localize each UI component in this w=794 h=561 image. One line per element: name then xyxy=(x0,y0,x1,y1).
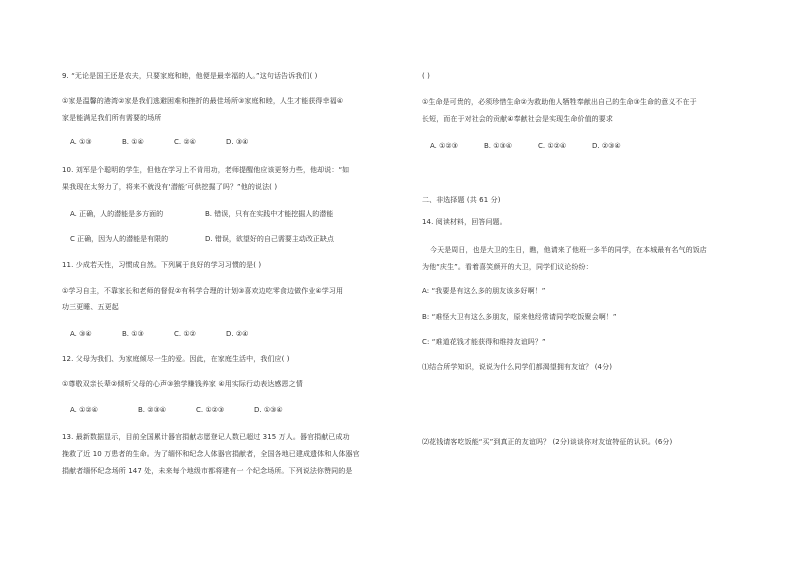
q12-stem: 12. 父母为我们、为家庭倾尽一生的爱。因此，在家庭生活中，我们应( ) xyxy=(62,355,290,363)
q13-line3: 捐献者缅怀纪念场所 147 处，未来每个地级市都将建有一 个纪念场所。下列说法你赞同的是 xyxy=(62,467,353,475)
q9-option-c[interactable]: C. ②④ xyxy=(174,138,196,146)
q11-statements-line1: ①学习自主，不靠家长和老师的督促②有科学合理的计划③喜欢边吃零食边做作业④学习用 xyxy=(62,287,344,295)
q14-material-line1: 今天是周日，也是大卫的生日，瞧，他请来了他班一多半的同学，在本城最有名气的饭店 xyxy=(430,246,707,254)
section-heading-nonchoice: 二、非选择题 (共 61 分) xyxy=(422,196,501,204)
q14-subquestion-1: ⑴结合所学知识，说说为什么同学们都渴望拥有友谊？ (4分) xyxy=(422,363,613,371)
q9-stem: 9. “无论是国王还是农夫，只要家庭和睦，他便是最幸福的人。”这句话告诉我们( ) xyxy=(62,72,318,80)
q10-stem-line1: 10. 刘军是个聪明的学生，但他在学习上不肯用功，老师提醒他应该更努力些，他却说：“如 xyxy=(62,166,350,174)
q9-option-d[interactable]: D. ③④ xyxy=(226,138,249,146)
q10-option-d[interactable]: D. 错误，欲望好的自己需要主动改正缺点 xyxy=(205,235,334,243)
q13-option-c[interactable]: C. ①②④ xyxy=(538,142,567,150)
q10-option-c[interactable]: C 正确，因为人的潜能是有限的 xyxy=(70,235,169,243)
q13-option-d[interactable]: D. ②③④ xyxy=(592,142,621,150)
q11-option-c[interactable]: C. ①② xyxy=(174,330,196,338)
q14-subquestion-2: ⑵花钱请客吃饭能“买”到真正的友谊吗？ (2分)谈谈你对友谊特征的认识。(6分) xyxy=(422,438,673,446)
q13-statements-line2: 长短，而在于对社会的贡献④奉献社会是实现生命价值的要求 xyxy=(422,115,613,123)
q12-option-a[interactable]: A. ①②④ xyxy=(70,406,98,414)
q13-answer-blank: ( ) xyxy=(422,72,430,80)
q14-quote-a: A: “我要是有这么多的朋友该多好啊！” xyxy=(422,287,546,295)
q13-option-b[interactable]: B. ①③④ xyxy=(484,142,513,150)
q11-stem: 11. 少成若天性，习惯成自然。下列属于良好的学习习惯的是( ) xyxy=(62,261,262,269)
q12-option-b[interactable]: B. ②③④ xyxy=(138,406,167,414)
q9-option-b[interactable]: B. ①④ xyxy=(122,138,144,146)
q9-statements-line1: ①家是温馨的港湾②家是我们逃避困难和挫折的最佳场所③家庭和睦，人生才能获得幸福④ xyxy=(62,97,344,105)
q13-line2: 挽救了近 10 万患者的生命。为了缅怀和纪念人体器官捐献者，全国各地已建成遗体和人体器官 xyxy=(62,450,360,458)
q14-stem: 14. 阅读材料，回答问题。 xyxy=(422,218,507,226)
q12-option-c[interactable]: C. ①②③ xyxy=(196,406,225,414)
q11-statements-line2: 功三更睡、五更起 xyxy=(62,303,119,311)
q13-option-a[interactable]: A. ①②③ xyxy=(430,142,458,150)
q9-statements-line2: 家是能满足我们所有需要的场所 xyxy=(62,114,162,122)
q11-option-a[interactable]: A. ③④ xyxy=(70,330,92,338)
q9-option-a[interactable]: A. ①③ xyxy=(70,138,92,146)
q10-stem-line2: 果我现在太努力了，将来不就没有‘潜能’可供挖掘了吗？”他的说法( ) xyxy=(62,183,278,191)
q11-option-d[interactable]: D. ②④ xyxy=(226,330,249,338)
q14-material-line2: 为他“庆生”。看着喜笑颜开的大卫，同学们议论纷纷： xyxy=(422,263,593,271)
q12-statements: ①尊敬双亲长辈②倾听父母的心声③独学赚钱养家 ④用实际行动表达感恩之情 xyxy=(62,380,303,388)
q10-option-b[interactable]: B. 错误，只有在实践中才能挖掘人的潜能 xyxy=(205,210,334,218)
q13-line1: 13. 最新数据显示，目前全国累计器官捐献志愿登记人数已超过 315 万人。器官捐献已成功 xyxy=(62,433,350,441)
q11-option-b[interactable]: B. ①③ xyxy=(122,330,144,338)
q14-quote-c: C: “难道花钱才能获得和维持友谊吗？” xyxy=(422,338,546,346)
q12-option-d[interactable]: D. ①③④ xyxy=(254,406,283,414)
q10-option-a[interactable]: A. 正确，人的潜能是多方面的 xyxy=(70,210,164,218)
q13-statements-line1: ①生命是可贵的，必须珍惜生命②为救助他人牺牲奉献出自己的生命③生命的意义不在于 xyxy=(422,98,697,106)
q14-quote-b: B: “难怪大卫有这么多朋友，原来他经常请同学吃饭聚会啊！” xyxy=(422,313,617,321)
